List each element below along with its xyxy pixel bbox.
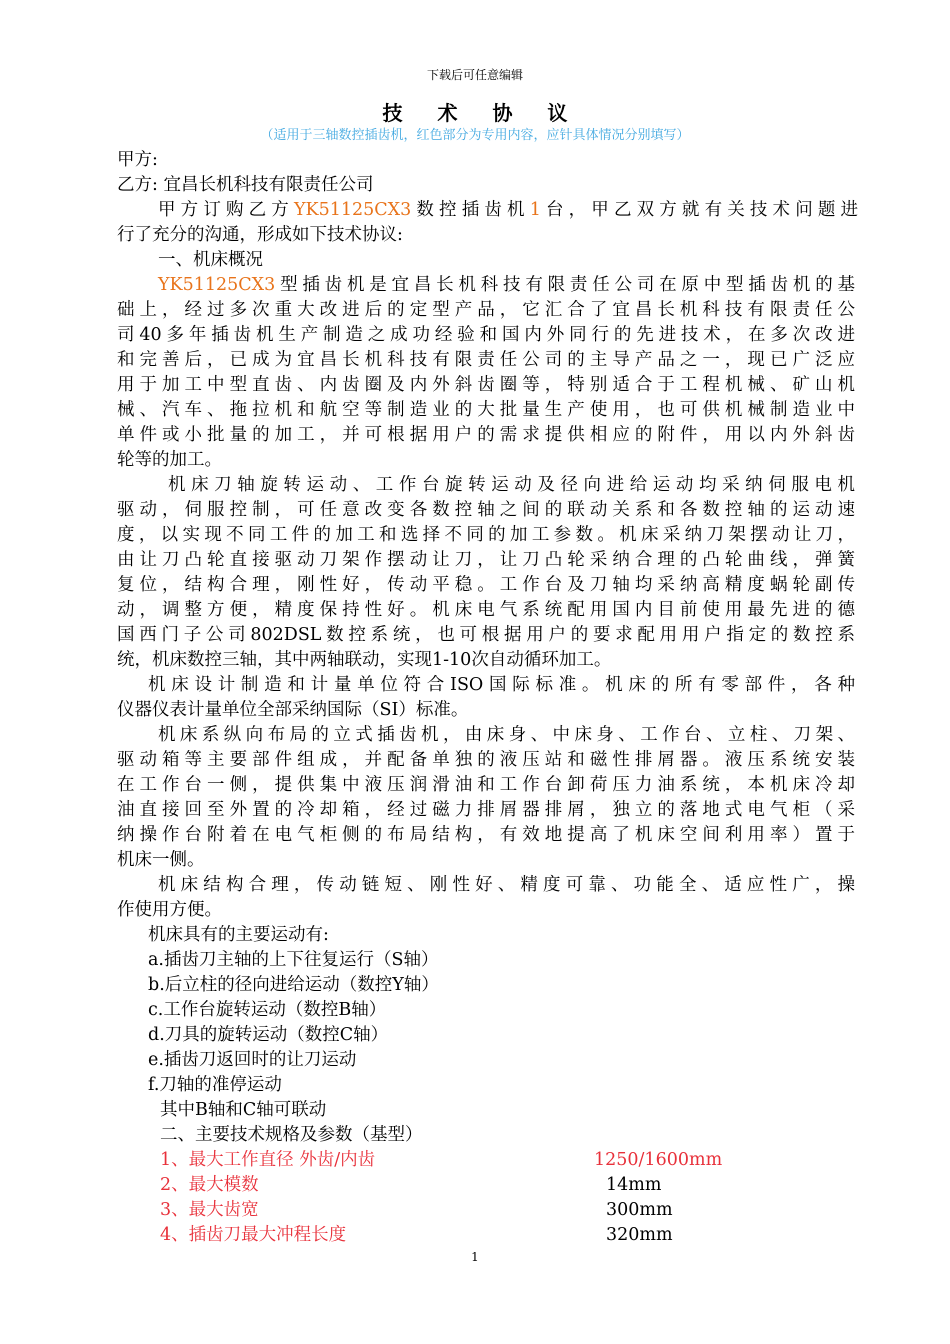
page-number: 1 (471, 1250, 479, 1264)
spec-label: 1、最大工作直径 外齿/内齿 (160, 1150, 376, 1170)
page-header: 下载后可任意编辑 (426, 68, 523, 82)
document-title: 技 术 协 议 (382, 101, 582, 125)
intro-line-1 (158, 198, 858, 222)
para4-line: 在工作台一侧，提供集中液压润滑油和工作台卸荷压力油系统，本机床冷却 (117, 775, 855, 795)
para1-line: 用于加工中型直齿、内齿圈及内外斜齿圈等，特别适合于工程机械、矿山机 (117, 375, 855, 395)
para4-line: 油直接回至外置的冷却箱，经过磁力排屑器排屑，独立的落地式电气柜（采 (117, 800, 855, 820)
para4-line: 机床一侧。 (117, 850, 205, 870)
para3-line: 机床设计制造和计量单位符合ISO国际标准。机床的所有零部件，各种 (148, 675, 855, 695)
spec-label: 4、插齿刀最大冲程长度 (160, 1225, 347, 1245)
spec-value: 300mm (606, 1200, 673, 1220)
para1-line: 司40多年插齿机生产制造之成功经验和国内外同行的先进技术，在多次改进 (117, 325, 855, 345)
spec-value: 1250/1600mm (594, 1150, 723, 1170)
motions-title: 机床具有的主要运动有: (148, 925, 329, 945)
para2-line: 统，机床数控三轴，其中两轴联动，实现1-10次自动循环加工。 (117, 650, 612, 670)
linkage-note: 其中B轴和C轴可联动 (160, 1100, 327, 1120)
motion-item: f.刀轴的准停运动 (148, 1075, 282, 1095)
motion-item: a.插齿刀主轴的上下往复运行（S轴） (148, 950, 439, 970)
party-a: 甲方: (117, 150, 158, 170)
intro-text-mid: 数控插齿机 (411, 200, 530, 220)
para1-line: 轮等的加工。 (117, 450, 222, 470)
para5-line: 机床结构合理，传动链短、刚性好、精度可靠、功能全、适应性广，操 (158, 875, 855, 895)
intro-text-pre: 甲方订购乙方 (158, 200, 294, 220)
para3-line: 仪器仪表计量单位全部采纳国际（SI）标准。 (117, 700, 469, 720)
section-2-title: 二、主要技术规格及参数（基型） (160, 1125, 423, 1145)
para2-line: 度，以实现不同工件的加工和选择不同的加工参数。机床采纳刀架摆动让刀， (117, 525, 855, 545)
para2-line: 驱动，伺服控制，可任意改变各数控轴之间的联动关系和各数控轴的运动速 (117, 500, 855, 520)
party-b: 乙方: 宜昌长机科技有限责任公司 (117, 175, 374, 195)
spec-label: 2、最大模数 (160, 1175, 259, 1195)
intro-text-post: 台，甲乙双方就有关技术问题进 (540, 200, 859, 220)
motion-item: e.插齿刀返回时的让刀运动 (148, 1050, 357, 1070)
para1-line: 单件或小批量的加工，并可根据用户的需求提供相应的附件，用以内外斜齿 (117, 425, 855, 445)
spec-value: 14mm (606, 1175, 662, 1195)
usage-note: （适用于三轴数控插齿机，红色部分为专用内容，应针具体情况分别填写） (260, 128, 690, 143)
motion-item: d.刀具的旋转运动（数控C轴） (148, 1025, 389, 1045)
para1-model: YK51125CX3 (158, 275, 276, 295)
para4-line: 纳操作台附着在电气柜侧的布局结构，有效地提高了机床空间利用率）置于 (117, 825, 855, 845)
para1-line: 础上，经过多次重大改进后的定型产品，它汇合了宜昌长机科技有限责任公 (117, 300, 855, 320)
para1-line-1 (158, 273, 855, 297)
para4-line: 机床系纵向布局的立式插齿机，由床身、中床身、工作台、立柱、刀架、 (158, 725, 855, 745)
para2-line: 由让刀凸轮直接驱动刀架作摆动让刀，让刀凸轮采纳合理的凸轮曲线，弹簧 (117, 550, 855, 570)
para1-line: 械、汽车、拖拉机和航空等制造业的大批量生产使用，也可供机械制造业中 (117, 400, 855, 420)
machine-model: YK51125CX3 (293, 200, 412, 220)
intro-line-2: 行了充分的沟通，形成如下技术协议: (117, 225, 403, 245)
para5-line: 作使用方便。 (117, 900, 222, 920)
para1-text: 型插齿机是宜昌长机科技有限责任公司在原中型插齿机的基 (275, 275, 855, 295)
spec-value: 320mm (606, 1225, 673, 1245)
para1-line: 和完善后，已成为宜昌长机科技有限责任公司的主导产品之一，现已广泛应 (117, 350, 855, 370)
para2-line: 机床刀轴旋转运动、工作台旋转运动及径向进给运动均采纳伺服电机 (168, 475, 855, 495)
motion-item: c.工作台旋转运动（数控B轴） (148, 1000, 387, 1020)
para2-line: 复位，结构合理，刚性好，传动平稳。工作台及刀轴均采纳高精度蜗轮副传 (117, 575, 855, 595)
para4-line: 驱动箱等主要部件组成，并配备单独的液压站和磁性排屑器。液压系统安装 (117, 750, 855, 770)
machine-quantity: 1 (529, 200, 541, 220)
para2-line: 动，调整方便，精度保持性好。机床电气系统配用国内目前使用最先进的德 (117, 600, 855, 620)
motion-item: b.后立柱的径向进给运动（数控Y轴） (148, 975, 439, 995)
spec-label: 3、最大齿宽 (160, 1200, 259, 1220)
section-1-title: 一、机床概况 (158, 250, 263, 270)
para2-line: 国西门子公司802DSL数控系统，也可根据用户的要求配用用户指定的数控系 (117, 625, 855, 645)
